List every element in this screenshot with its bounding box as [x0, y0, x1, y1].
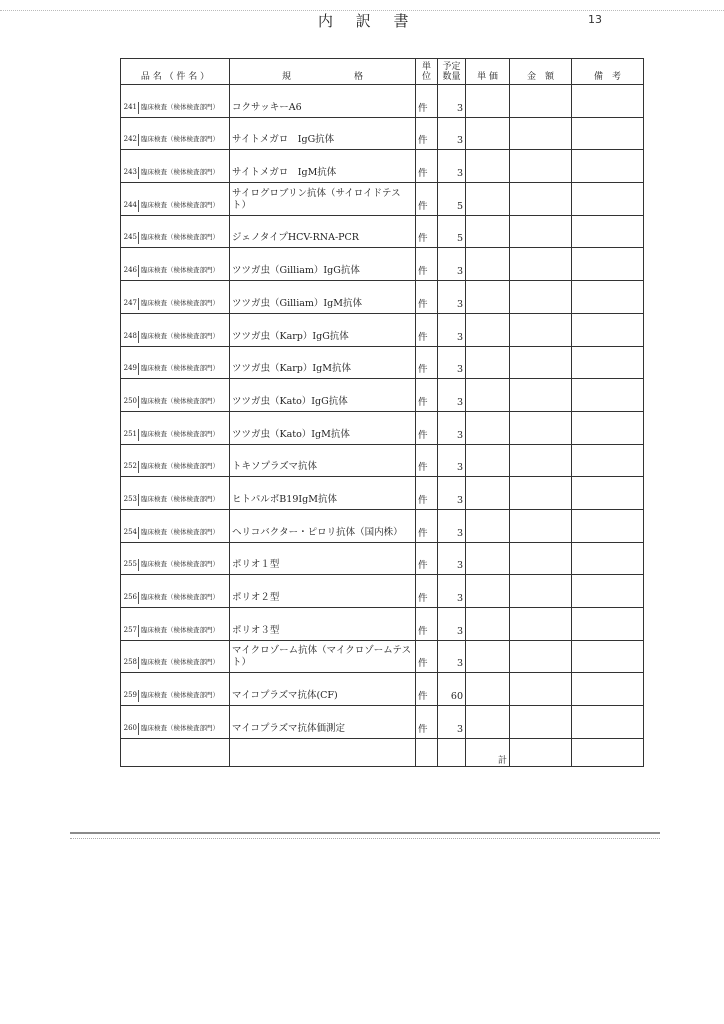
- spec-cell: サイトメガロ IgG抗体: [230, 117, 416, 150]
- item-name: 臨床検査（検体検査部門）: [138, 363, 227, 375]
- spec-cell: トキソプラズマ抗体: [230, 444, 416, 477]
- qty-cell: 3: [438, 411, 466, 444]
- item-name-cell: [121, 640, 230, 673]
- amount-cell: [510, 575, 572, 608]
- remarks-cell: [572, 117, 644, 150]
- spec-cell: ツツガ虫（Gilliam）IgM抗体: [230, 281, 416, 314]
- qty-cell: 3: [438, 509, 466, 542]
- unit-cell: 件: [416, 346, 438, 379]
- unit-cell: 件: [416, 281, 438, 314]
- header-item-name: 品 名 （ 件 名 ）: [121, 59, 230, 85]
- qty-cell: 5: [438, 215, 466, 248]
- qty-cell: 5: [438, 183, 466, 216]
- spec-cell: ツツガ虫（Kato）IgM抗体: [230, 411, 416, 444]
- item-name: 臨床検査（検体検査部門）: [138, 265, 227, 277]
- header-unit-price: 単 価: [466, 59, 510, 85]
- table-row: [121, 444, 644, 477]
- qty-cell: 3: [438, 706, 466, 739]
- header-spec: 規 格: [230, 59, 416, 85]
- total-row-qty-cell: [438, 738, 466, 766]
- table-row: [121, 346, 644, 379]
- amount-cell: [510, 85, 572, 118]
- header-amount: 金 額: [510, 59, 572, 85]
- table-row: [121, 542, 644, 575]
- row-number: 251: [123, 429, 137, 438]
- unit-cell: 件: [416, 85, 438, 118]
- spec-cell: ポリオ１型: [230, 542, 416, 575]
- total-row-spec-cell: [230, 738, 416, 766]
- item-name: 臨床検査（検体検査部門）: [138, 690, 227, 702]
- row-number: 250: [123, 396, 137, 405]
- item-name-cell: [121, 379, 230, 412]
- item-name-cell: [121, 608, 230, 641]
- spec-cell: サイトメガロ IgM抗体: [230, 150, 416, 183]
- row-number: 255: [123, 560, 137, 569]
- unit-cell: 件: [416, 248, 438, 281]
- table-row: [121, 411, 644, 444]
- breakdown-table: [120, 58, 644, 767]
- spec-cell: ジェノタイプHCV-RNA-PCR: [230, 215, 416, 248]
- unit-price-cell: [466, 85, 510, 118]
- unit-price-cell: [466, 248, 510, 281]
- item-name: 臨床検査（検体検査部門）: [138, 657, 227, 669]
- item-name-cell: [121, 444, 230, 477]
- row-number: 258: [123, 658, 137, 667]
- spec-cell: マイクロゾーム抗体（マイクロゾームテスト）: [230, 640, 416, 673]
- unit-cell: 件: [416, 477, 438, 510]
- item-name: 臨床検査（検体検査部門）: [138, 527, 227, 539]
- row-number: 249: [123, 364, 137, 373]
- item-name: 臨床検査（検体検査部門）: [138, 298, 227, 310]
- qty-cell: 3: [438, 117, 466, 150]
- unit-price-cell: [466, 509, 510, 542]
- qty-cell: 3: [438, 313, 466, 346]
- unit-cell: 件: [416, 150, 438, 183]
- remarks-cell: [572, 215, 644, 248]
- spec-cell: ヘリコバクター・ピロリ抗体（国内株）: [230, 509, 416, 542]
- unit-cell: 件: [416, 313, 438, 346]
- spec-cell: ポリオ３型: [230, 608, 416, 641]
- amount-cell: [510, 379, 572, 412]
- spec-cell: コクサッキーA6: [230, 85, 416, 118]
- remarks-cell: [572, 575, 644, 608]
- row-number: 252: [123, 462, 137, 471]
- row-number: 253: [123, 494, 137, 503]
- total-remarks-cell: [572, 738, 644, 766]
- table-row: [121, 183, 644, 216]
- remarks-cell: [572, 411, 644, 444]
- item-name-cell: [121, 281, 230, 314]
- qty-cell: 3: [438, 640, 466, 673]
- unit-cell: 件: [416, 608, 438, 641]
- unit-cell: 件: [416, 575, 438, 608]
- item-name-cell: [121, 150, 230, 183]
- row-number: 257: [123, 625, 137, 634]
- table-row: [121, 248, 644, 281]
- table-header-row: [121, 59, 644, 85]
- amount-cell: [510, 150, 572, 183]
- amount-cell: [510, 281, 572, 314]
- remarks-cell: [572, 150, 644, 183]
- remarks-cell: [572, 85, 644, 118]
- unit-price-cell: [466, 640, 510, 673]
- unit-price-cell: [466, 117, 510, 150]
- qty-cell: 3: [438, 150, 466, 183]
- row-number: 242: [123, 135, 137, 144]
- unit-cell: 件: [416, 509, 438, 542]
- table-row: [121, 117, 644, 150]
- row-number: 246: [123, 266, 137, 275]
- item-name: 臨床検査（検体検査部門）: [138, 200, 227, 212]
- remarks-cell: [572, 281, 644, 314]
- remarks-cell: [572, 444, 644, 477]
- remarks-cell: [572, 608, 644, 641]
- unit-price-cell: [466, 411, 510, 444]
- remarks-cell: [572, 706, 644, 739]
- item-name: 臨床検査（検体検査部門）: [138, 134, 227, 146]
- item-name: 臨床検査（検体検査部門）: [138, 723, 227, 735]
- remarks-cell: [572, 313, 644, 346]
- qty-cell: 3: [438, 608, 466, 641]
- item-name: 臨床検査（検体検査部門）: [138, 331, 227, 343]
- unit-price-cell: [466, 575, 510, 608]
- row-number: 244: [123, 200, 137, 209]
- item-name-cell: [121, 183, 230, 216]
- item-name-cell: [121, 477, 230, 510]
- unit-price-cell: [466, 673, 510, 706]
- item-name-cell: [121, 575, 230, 608]
- row-number: 254: [123, 527, 137, 536]
- table-row: [121, 608, 644, 641]
- spec-cell: ヒトパルボB19IgM抗体: [230, 477, 416, 510]
- item-name-cell: [121, 215, 230, 248]
- item-name: 臨床検査（検体検査部門）: [138, 396, 227, 408]
- footer-divider-dotted: [70, 838, 660, 839]
- amount-cell: [510, 313, 572, 346]
- spec-cell: ツツガ虫（Karp）IgM抗体: [230, 346, 416, 379]
- unit-cell: 件: [416, 542, 438, 575]
- unit-price-cell: [466, 183, 510, 216]
- qty-cell: 3: [438, 542, 466, 575]
- amount-cell: [510, 673, 572, 706]
- total-row: [121, 738, 644, 766]
- amount-cell: [510, 346, 572, 379]
- qty-cell: 3: [438, 575, 466, 608]
- unit-price-cell: [466, 379, 510, 412]
- row-number: 259: [123, 691, 137, 700]
- footer-divider: [70, 832, 660, 834]
- amount-cell: [510, 215, 572, 248]
- amount-cell: [510, 640, 572, 673]
- remarks-cell: [572, 183, 644, 216]
- table-row: [121, 85, 644, 118]
- total-label: 計: [466, 738, 510, 766]
- row-number: 256: [123, 593, 137, 601]
- item-name-cell: [121, 248, 230, 281]
- amount-cell: [510, 248, 572, 281]
- unit-cell: 件: [416, 640, 438, 673]
- unit-price-cell: [466, 215, 510, 248]
- row-number: 248: [123, 331, 137, 340]
- amount-cell: [510, 117, 572, 150]
- amount-cell: [510, 183, 572, 216]
- spec-cell: ツツガ虫（Kato）IgG抗体: [230, 379, 416, 412]
- qty-cell: 3: [438, 444, 466, 477]
- amount-cell: [510, 411, 572, 444]
- spec-cell: マイコプラズマ抗体(CF): [230, 673, 416, 706]
- table-row: [121, 575, 644, 608]
- qty-cell: 3: [438, 477, 466, 510]
- item-name-cell: [121, 706, 230, 739]
- header-unit: 単位: [416, 59, 438, 85]
- qty-cell: 3: [438, 379, 466, 412]
- remarks-cell: [572, 379, 644, 412]
- remarks-cell: [572, 640, 644, 673]
- qty-cell: 3: [438, 346, 466, 379]
- header-remarks: 備 考: [572, 59, 644, 85]
- spec-cell: マイコプラズマ抗体価測定: [230, 706, 416, 739]
- unit-price-cell: [466, 608, 510, 641]
- amount-cell: [510, 444, 572, 477]
- amount-cell: [510, 477, 572, 510]
- spec-cell: ポリオ２型: [230, 575, 416, 608]
- item-name: 臨床検査（検体検査部門）: [138, 102, 227, 114]
- table-row: [121, 150, 644, 183]
- item-name-cell: [121, 673, 230, 706]
- document-title: 内 訳 書: [318, 12, 418, 30]
- item-name: 臨床検査（検体検査部門）: [138, 461, 227, 473]
- item-name: 臨床検査（検体検査部門）: [138, 167, 227, 179]
- row-number: 260: [123, 723, 137, 732]
- unit-price-cell: [466, 477, 510, 510]
- item-name: 臨床検査（検体検査部門）: [138, 232, 227, 244]
- spec-cell: ツツガ虫（Karp）IgG抗体: [230, 313, 416, 346]
- table-row: [121, 313, 644, 346]
- item-name-cell: [121, 346, 230, 379]
- unit-cell: 件: [416, 183, 438, 216]
- table-row: [121, 706, 644, 739]
- unit-price-cell: [466, 281, 510, 314]
- page-number: 13: [588, 13, 602, 26]
- unit-cell: 件: [416, 673, 438, 706]
- remarks-cell: [572, 477, 644, 510]
- item-name-cell: [121, 411, 230, 444]
- table-row: [121, 509, 644, 542]
- unit-cell: 件: [416, 411, 438, 444]
- total-row-name-cell: [121, 738, 230, 766]
- header-qty: 予定数量: [438, 59, 466, 85]
- qty-cell: 3: [438, 281, 466, 314]
- item-name-cell: [121, 117, 230, 150]
- item-name: 臨床検査（検体検査部門）: [138, 592, 227, 604]
- amount-cell: [510, 509, 572, 542]
- spec-cell: ツツガ虫（Gilliam）IgG抗体: [230, 248, 416, 281]
- item-name: 臨床検査（検体検査部門）: [138, 559, 227, 571]
- unit-price-cell: [466, 346, 510, 379]
- unit-price-cell: [466, 706, 510, 739]
- spec-cell: サイログロブリン抗体（サイロイドテスト）: [230, 183, 416, 216]
- row-number: 247: [123, 298, 137, 307]
- qty-cell: 3: [438, 85, 466, 118]
- amount-cell: [510, 706, 572, 739]
- qty-cell: 60: [438, 673, 466, 706]
- unit-cell: 件: [416, 706, 438, 739]
- item-name: 臨床検査（検体検査部門）: [138, 429, 227, 441]
- item-name-cell: [121, 542, 230, 575]
- remarks-cell: [572, 346, 644, 379]
- item-name-cell: [121, 85, 230, 118]
- item-name: 臨床検査（検体検査部門）: [138, 494, 227, 506]
- table-row: [121, 379, 644, 412]
- item-name-cell: [121, 313, 230, 346]
- remarks-cell: [572, 542, 644, 575]
- table-row: [121, 673, 644, 706]
- table-row: [121, 281, 644, 314]
- amount-cell: [510, 542, 572, 575]
- unit-price-cell: [466, 444, 510, 477]
- remarks-cell: [572, 673, 644, 706]
- unit-cell: 件: [416, 215, 438, 248]
- remarks-cell: [572, 509, 644, 542]
- unit-cell: 件: [416, 379, 438, 412]
- unit-price-cell: [466, 542, 510, 575]
- unit-price-cell: [466, 313, 510, 346]
- unit-cell: 件: [416, 117, 438, 150]
- row-number: 245: [123, 233, 137, 242]
- item-name: 臨床検査（検体検査部門）: [138, 625, 227, 637]
- remarks-cell: [572, 248, 644, 281]
- row-number: 241: [123, 102, 137, 111]
- table-row: [121, 640, 644, 673]
- item-name-cell: [121, 509, 230, 542]
- unit-cell: 件: [416, 444, 438, 477]
- table-row: [121, 477, 644, 510]
- table-row: [121, 215, 644, 248]
- amount-cell: [510, 608, 572, 641]
- qty-cell: 3: [438, 248, 466, 281]
- total-amount-cell: [510, 738, 572, 766]
- row-number: 243: [123, 168, 137, 177]
- total-row-unit-cell: [416, 738, 438, 766]
- unit-price-cell: [466, 150, 510, 183]
